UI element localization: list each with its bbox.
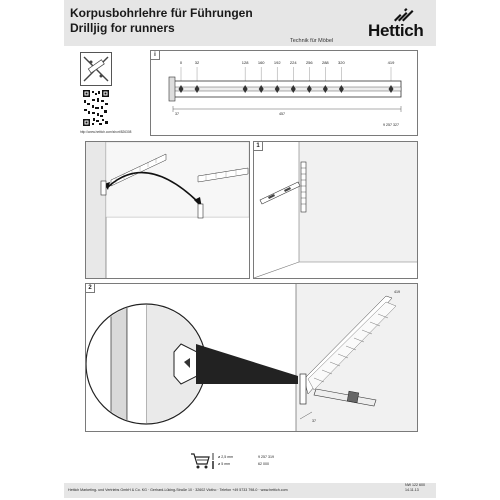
- drill-bit-icon: [210, 453, 216, 469]
- panel-number: i: [151, 51, 160, 60]
- panel-number: 2: [86, 284, 95, 293]
- panel-step-info: [85, 141, 250, 279]
- dim-label: 419: [387, 60, 395, 65]
- dim-bottom-label: 37: [312, 419, 316, 423]
- ruler-top-label: 419: [394, 290, 400, 294]
- dim-label: 0: [179, 60, 183, 65]
- brand-tagline: Technik für Möbel: [290, 38, 334, 44]
- title-german: Korpusbohrlehre für Führungen: [70, 6, 253, 20]
- order-drill-2: ø 5 mm: [218, 462, 231, 466]
- footer-address: Hettich Marketing- und Vertriebs GmbH & Co. KG · Gerhard-Lüking-Straße 10 · 32602 Vlotho · Telefon +49 5733 798-0 · www.hettich.com: [68, 488, 288, 492]
- brand-name: Hettich: [368, 21, 424, 40]
- panel-number: 1: [254, 142, 263, 151]
- dim-label: 288: [321, 60, 329, 65]
- dim-left: 37: [175, 112, 179, 116]
- doc-number-code: NW 122 600: [405, 483, 425, 487]
- qr-code: [83, 90, 109, 126]
- dim-label: 128: [241, 60, 249, 65]
- title-english: Drilljig for runners: [70, 21, 175, 35]
- doc-number: [405, 483, 425, 493]
- shopping-cart-icon: [190, 452, 210, 470]
- doc-date: 14.11.13: [405, 488, 419, 492]
- qr-url: http://www.hettich.com/short/826308: [80, 130, 132, 134]
- part-number-jig: 9 257 327: [383, 123, 399, 127]
- order-part-2: 62 000: [258, 462, 269, 466]
- hettich-logo-icon: [392, 6, 414, 22]
- dim-label: 256: [305, 60, 313, 65]
- dim-label: 192: [273, 60, 281, 65]
- dim-total: 457: [279, 112, 285, 116]
- dim-label: 160: [257, 60, 265, 65]
- drill-jig-pictogram: [80, 52, 112, 86]
- panel-step-2: [85, 283, 418, 432]
- dim-label: 32: [194, 60, 200, 65]
- order-part-1: 9 257 319: [258, 455, 274, 459]
- order-drill-1: ø 2,5 mm: [218, 455, 234, 459]
- panel-jig-dimensions: [150, 50, 418, 136]
- dim-label: 224: [289, 60, 297, 65]
- dim-label: 320: [338, 60, 345, 65]
- panel-step-1: [253, 141, 418, 279]
